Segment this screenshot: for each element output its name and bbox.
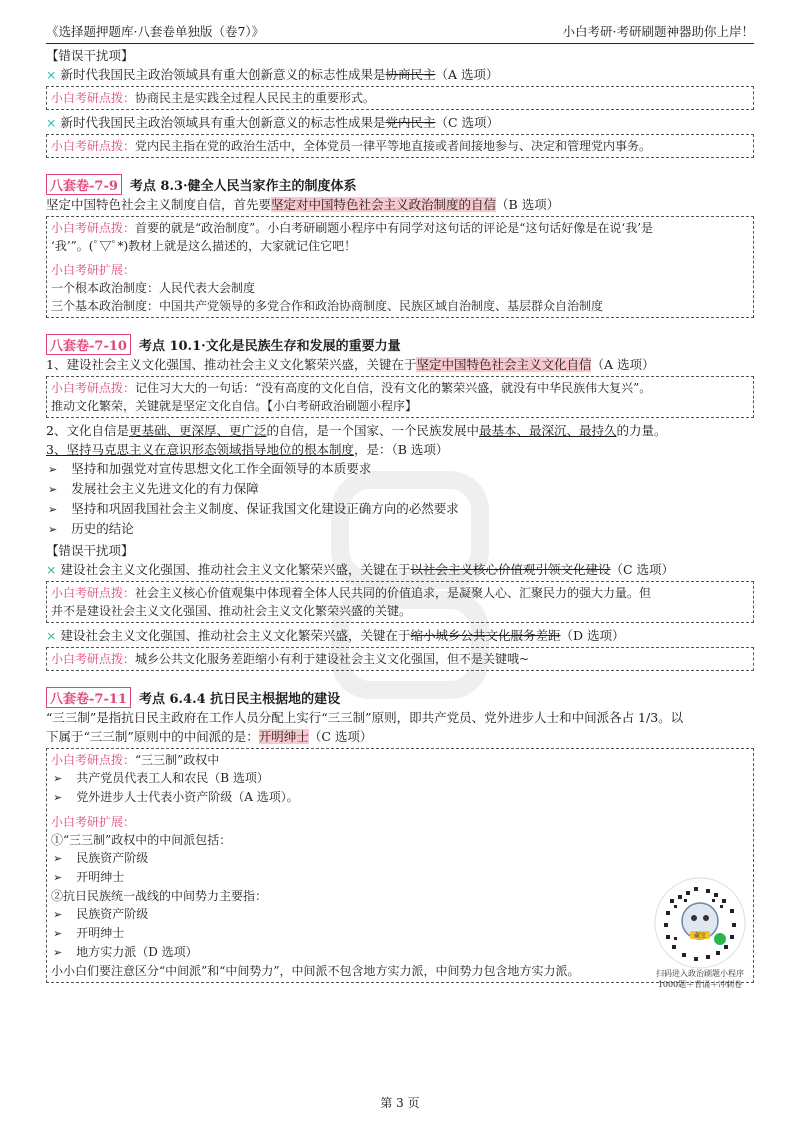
section-topic: 考点 6.4.4 抗日民主根据地的建设 (138, 692, 341, 707)
page-number: 第 3 页 (380, 1096, 420, 1110)
list-item: ➢ 坚持和巩固我国社会主义制度、保证我国文化建设正确方向的必然要求 (46, 499, 754, 519)
question-text: 下属于“三三制”原则中的中间派的是：开明绅士（C 选项） (46, 729, 373, 744)
section-topic: 考点 10.1·文化是民族生存和发展的重要力量 (138, 339, 401, 354)
section-title-7-11 (46, 687, 754, 708)
list-item: ➢ 历史的结论 (46, 519, 754, 539)
question-text: “三三制”是指抗日民主政府在工作人员分配上实行“三三制”原则，即共产党员、党外进步人士和中间派各占 1/3。以 (46, 710, 684, 725)
page-content (46, 44, 754, 986)
cross-icon: × (46, 115, 57, 130)
tip-box: 小白考研点拨：记住习大大的一句话：“没有高度的文化自信，没有文化的繁荣兴盛，就没有中华民族伟大复兴”。 推动文化繁荣，关键就是坚定文化自信。【小白考研政治刷题小程序】 (46, 376, 754, 418)
distractor-heading: 【错误干扰项】 (46, 48, 134, 63)
highlighted-answer: 坚定对中国特色社会主义政治制度的自信 (271, 197, 497, 212)
question-tag: 八套卷-7-11 (46, 687, 131, 708)
highlighted-answer: 坚定中国特色社会主义文化自信 (416, 357, 592, 372)
qr-pattern-icon (654, 877, 746, 969)
cross-icon: × (46, 628, 57, 643)
question-text: 坚定中国特色社会主义制度自信，首先要坚定对中国特色社会主义政治制度的自信（B 选项） (46, 197, 560, 212)
tip-box: 小白考研点拨：首要的就是“政治制度”。小白考研刷题小程序中有同学对这句话的评论是“这句话好像是在说‘我’是 ‘我’”。(ﾟ▽ﾟ*)教材上就是这么描述的，大家就记住它吧！ 小白考研扩展： 一个根本政治制度：人民代表大会制度 三个基本政治制度：中国共产党领导的多党合作和政治协商制度、民族区域自治制度、基层群众自治制度 (46, 216, 754, 318)
distractor-item: × 新时代我国民主政治领域具有重大创新意义的标志性成果是党内民主（C 选项） (46, 115, 500, 130)
distractor-item: × 建设社会主义文化强国、推动社会主义文化繁荣兴盛，关键在于缩小城乡公共文化服务差距（D 选项） (46, 628, 625, 643)
tip-box: 小白考研点拨：“三三制”政权中 ➢ 共产党员代表工人和农民（B 选项） ➢ 党外进步人士代表小资产阶级（A 选项）。 小白考研扩展： ①“三三制”政权中的中间派包括： ➢ 民族资产阶级 ➢ 开明绅士 ②抗日民族统一战线的中间势力主要指： ➢ 民族资产阶级 ➢ 开明绅士 ➢ 地方实力派（D 选项） 小小白们要注意区分“中间派”和“中间势力”，中间派不包含地方实力派，中间势力包含地方实力派。 (46, 748, 754, 983)
tip-box: 小白考研点拨：社会主义核心价值观集中体现着全体人民共同的价值追求，是凝聚人心、汇聚民力的强大力量。但 并不是建设社会主义文化强国、推动社会主义文化繁荣兴盛的关键。 (46, 581, 754, 623)
list-item: ➢ 民族资产阶级 (51, 849, 623, 868)
page-header (46, 16, 754, 44)
struck-answer: 协商民主 (385, 67, 436, 82)
section-topic: 考点 8.3·健全人民当家作主的制度体系 (129, 179, 357, 194)
struck-answer: 缩小城乡公共文化服务差距 (410, 628, 561, 643)
cross-icon: × (46, 67, 57, 82)
list-item: ➢ 地方实力派（D 选项） (51, 943, 623, 962)
tip-box: 小白考研点拨：协商民主是实践全过程人民民主的重要形式。 (46, 86, 754, 110)
tip-box: 小白考研点拨：城乡公共文化服务差距缩小有利于建设社会主义文化强国，但不是关键哦~ (46, 647, 754, 671)
header-title: 《选择题押题库·八套卷单独版（卷7）》 (46, 24, 265, 39)
list-item: ➢ 开明绅士 (51, 924, 623, 943)
distractor-item: × 新时代我国民主政治领域具有重大创新意义的标志性成果是协商民主（A 选项） (46, 67, 499, 82)
distractor-item: × 建设社会主义文化强国、推动社会主义文化繁荣兴盛，关键在于以社会主义核心价值观引领文化建设（C 选项） (46, 562, 675, 577)
section-title-7-9 (46, 174, 754, 195)
qr-code[interactable] (654, 877, 746, 969)
list-item: ➢ 开明绅士 (51, 868, 623, 887)
list-item: ➢ 民族资产阶级 (51, 905, 623, 924)
question-text: 1、建设社会主义文化强国、推动社会主义文化繁荣兴盛，关键在于坚定中国特色社会主义文化自信（A 选项） (46, 357, 655, 372)
struck-answer: 党内民主 (385, 115, 436, 130)
question-tag: 八套卷-7-9 (46, 174, 122, 195)
question-text: 2、文化自信是更基础、更深厚、更广泛的自信，是一个国家、一个民族发展中最基本、最深沉、最持久的力量。 (46, 423, 667, 438)
cross-icon: × (46, 562, 57, 577)
list-item: ➢ 坚持和加强党对宣传思想文化工作全面领导的本质要求 (46, 459, 754, 479)
header-slogan: 小白考研·考研刷题神器助你上岸！ (562, 24, 754, 39)
highlighted-answer: 开明绅士 (258, 729, 309, 744)
svg-text:藏宝: 藏宝 (693, 932, 707, 940)
distractor-heading: 【错误干扰项】 (46, 543, 134, 558)
qr-caption: 扫码进入政治刷题小程序 1000题＋背诵＋冲刺卷 (656, 969, 744, 989)
struck-answer: 以社会主义核心价值观引领文化建设 (410, 562, 611, 577)
question-tag: 八套卷-7-10 (46, 334, 131, 355)
list-item: ➢ 共产党员代表工人和农民（B 选项） (51, 769, 623, 788)
question-text: 3、坚持马克思主义在意识形态领域指导地位的根本制度，是：（B 选项） (46, 442, 449, 457)
section-title-7-10 (46, 334, 754, 355)
tip-box: 小白考研点拨：党内民主指在党的政治生活中，全体党员一律平等地直接或者间接地参与、决定和管理党内事务。 (46, 134, 754, 158)
list-item: ➢ 发展社会主义先进文化的有力保障 (46, 479, 754, 499)
list-item: ➢ 党外进步人士代表小资产阶级（A 选项）。 (51, 788, 623, 807)
